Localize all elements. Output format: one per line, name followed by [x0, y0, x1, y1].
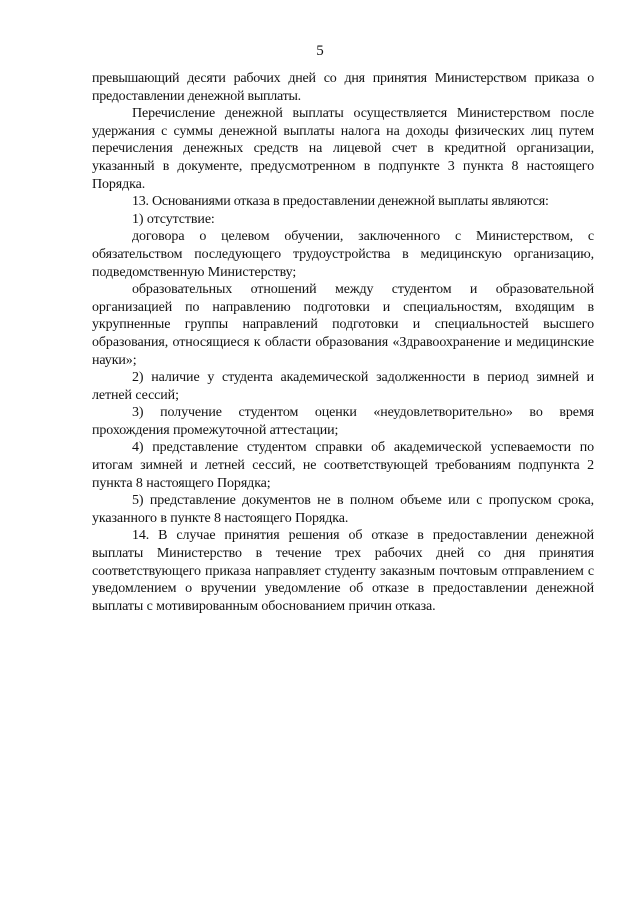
paragraph-educational-relations: образовательных отношений между студентом и образовательной организацией по направлению подготовки и специальностям, входящим в укрупненные группы направлений подготовки и специальностей высшего образования, относящиеся к области образования «Здравоохранение и медицинские науки»;: [92, 282, 594, 368]
paragraph-subitem-4: 4) представление студентом справки об академической успеваемости по итогам зимней и летней сессий, не соответствующей требованиям подпункта 2 пункта 8 настоящего Порядка;: [92, 440, 594, 491]
page-number: 5: [316, 43, 324, 59]
paragraph-contract: договора о целевом обучении, заключенного с Министерством, с обязательством последующего трудоустройства в медицинскую организацию, подведомственную Министерству;: [92, 229, 594, 280]
document-body: [92, 70, 594, 615]
paragraph-item-13: 13. Основаниями отказа в предоставлении денежной выплаты являются:: [132, 194, 549, 210]
paragraph-subitem-2: 2) наличие у студента академической задолженности в период зимней и летней сессий;: [92, 370, 594, 403]
paragraph-item-14: 14. В случае принятия решения об отказе в предоставлении денежной выплаты Министерство в течение трех рабочих дней со дня принятия соответствующего приказа направляет студенту заказным почтовым отправлением с уведомлением о вручении уведомление об отказе в предоставлении денежной выплаты с мотивированным обоснованием причин отказа.: [92, 528, 594, 614]
paragraph-payment-transfer: Перечисление денежной выплаты осуществляется Министерством после удержания с суммы денежной выплаты налога на доходы физических лиц путем перечисления денежных средств на лицевой счет в кредитной организации, указанный в документе, предусмотренном в подпункте 3 пункта 8 настоящего Порядка.: [92, 106, 594, 192]
paragraph-subitem-1: 1) отсутствие:: [132, 211, 215, 227]
paragraph-subitem-3: 3) получение студентом оценки «неудовлетворительно» во время прохождения промежуточной аттестации;: [92, 405, 594, 438]
paragraph-subitem-5: 5) представление документов не в полном объеме или с пропуском срока, указанного в пункте 8 настоящего Порядка.: [92, 493, 594, 526]
paragraph-continuation: превышающий десяти рабочих дней со дня принятия Министерством приказа о предоставлении денежной выплаты.: [92, 71, 594, 104]
